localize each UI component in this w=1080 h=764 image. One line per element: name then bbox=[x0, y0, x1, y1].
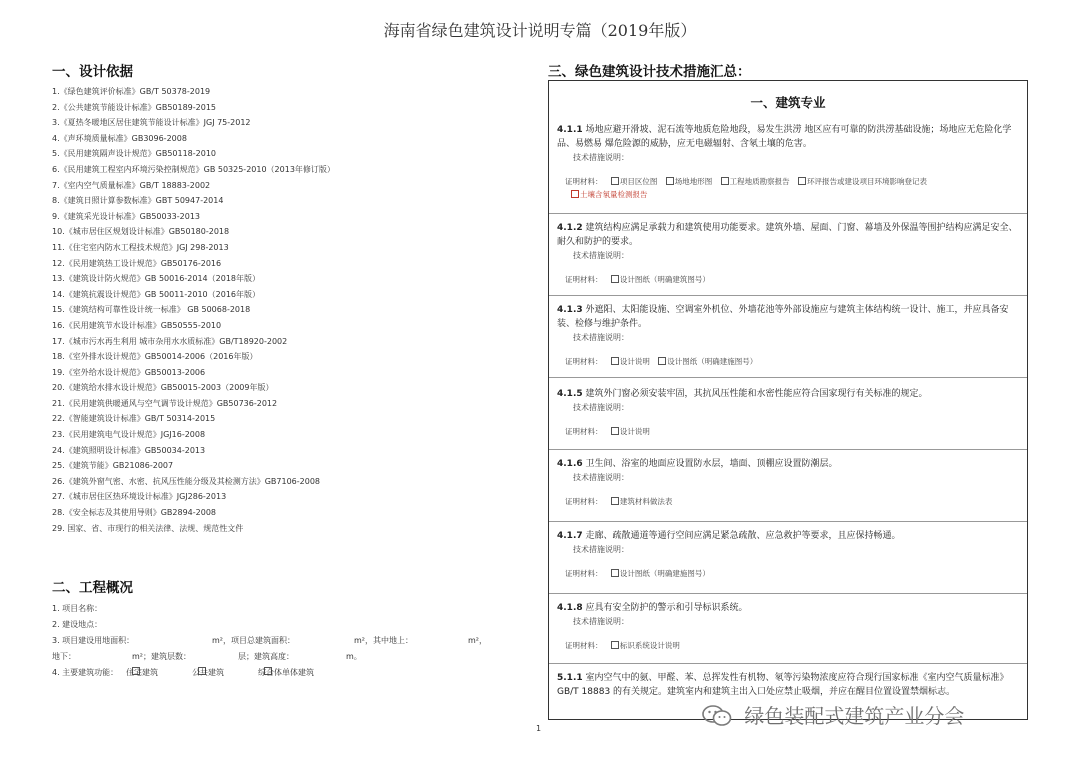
evidence-option[interactable]: 标识系统设计说明 bbox=[605, 641, 680, 650]
evidence-label: 证明材料： bbox=[565, 569, 603, 578]
evidence-option[interactable]: 设计说明 bbox=[605, 427, 650, 436]
list-item: 26.《建筑外窗气密、水密、抗风压性能分级及其检测方法》GB7106-2008 bbox=[52, 476, 321, 486]
measure-item bbox=[557, 457, 1023, 508]
measure-note-label: 技术措施说明： bbox=[573, 545, 629, 554]
document-title: 海南省绿色建筑设计说明专篇（2019年版） bbox=[383, 21, 697, 40]
measure-note-label: 技术措施说明： bbox=[573, 153, 629, 162]
list-item: 27.《城市居住区热环境设计标准》JGJ286-2013 bbox=[52, 492, 227, 502]
list-item: 4.《声环境质量标准》GB3096-2008 bbox=[52, 133, 187, 143]
list-item: 19.《室外给水设计规范》GB50013-2006 bbox=[52, 367, 206, 377]
measure-code: 4.1.7 bbox=[557, 531, 583, 541]
measure-code: 4.1.1 bbox=[557, 125, 583, 135]
evidence-label: 证明材料： bbox=[565, 357, 603, 366]
land-area-label: 3. 项目建设用地面积： bbox=[52, 636, 135, 645]
checkbox-icon bbox=[798, 177, 806, 185]
checkbox-icon bbox=[571, 190, 579, 198]
measure-note-label: 技术措施说明： bbox=[573, 617, 629, 626]
wechat-icon bbox=[702, 705, 732, 727]
list-item: 2.《公共建筑节能设计标准》GB50189-2015 bbox=[52, 102, 217, 112]
evidence-option[interactable]: 环评报告或建设项目环境影响登记表 bbox=[792, 177, 927, 186]
section1-heading: 一、设计依据 bbox=[52, 64, 133, 80]
underground-label: 地下： bbox=[52, 652, 76, 661]
measure-code: 4.1.3 bbox=[557, 305, 583, 315]
measure-code: 4.1.6 bbox=[557, 459, 583, 469]
height-label: 层；建筑高度： bbox=[238, 652, 294, 661]
evidence-row bbox=[557, 425, 1023, 438]
standards-list bbox=[52, 84, 522, 536]
measure-item bbox=[557, 221, 1023, 286]
measure-item bbox=[557, 303, 1023, 368]
section3-heading: 三、绿色建筑设计技术措施汇总： bbox=[548, 64, 751, 80]
evidence-label: 证明材料： bbox=[565, 275, 603, 284]
divider bbox=[549, 377, 1027, 378]
divider bbox=[549, 213, 1027, 214]
aboveground-unit: m²， bbox=[468, 636, 487, 645]
watermark-text: 绿色装配式建筑产业分会 bbox=[744, 704, 965, 728]
measure-item bbox=[557, 671, 1023, 699]
section2-heading: 二、工程概况 bbox=[52, 580, 133, 596]
checkbox-icon bbox=[611, 357, 619, 365]
evidence-row bbox=[557, 355, 1023, 368]
project-overview: 1. 项目名称： 2. 建设地点： 3. 项目建设用地面积： m²，项目总建筑面积： m²，其中地上： m²， 地下： m²；建筑层数： 层；建筑高度： m。 4. 主要建筑功能： 住宅建筑 公共建筑 综合体单体建筑 bbox=[52, 604, 487, 677]
evidence-option[interactable]: 建筑材料做法表 bbox=[605, 497, 673, 506]
list-item: 14.《建筑抗震设计规范》GB 50011-2010（2016年版） bbox=[52, 289, 261, 299]
evidence-label: 证明材料： bbox=[565, 177, 603, 186]
evidence-row bbox=[557, 495, 1023, 508]
list-item: 20.《建筑给水排水设计规范》GB50015-2003（2009年版） bbox=[52, 383, 274, 393]
measure-item bbox=[557, 601, 1023, 652]
checkbox-icon bbox=[611, 275, 619, 283]
page-number: 1 bbox=[536, 724, 542, 733]
measure-item bbox=[557, 529, 1023, 580]
list-item: 8.《建筑日照计算参数标准》GBT 50947-2014 bbox=[52, 196, 224, 206]
evidence-option[interactable]: 项目区位图 bbox=[605, 177, 658, 186]
divider bbox=[549, 593, 1027, 594]
measure-note-label: 技术措施说明： bbox=[573, 333, 629, 342]
list-item: 11.《住宅室内防水工程技术规范》JGJ 298-2013 bbox=[52, 242, 229, 252]
measure-item bbox=[557, 123, 1023, 201]
evidence-option[interactable]: 设计说明 bbox=[605, 357, 650, 366]
list-item: 3.《夏热冬暖地区居住建筑节能设计标准》JGJ 75-2012 bbox=[52, 118, 251, 128]
checkbox-icon bbox=[611, 177, 619, 185]
evidence-row bbox=[557, 273, 1023, 286]
evidence-option[interactable]: 工程地质勘察报告 bbox=[715, 177, 790, 186]
measure-text: 卫生间、浴室的地面应设置防水层，墙面、顶棚应设置防潮层。 bbox=[585, 459, 838, 469]
function-label: 4. 主要建筑功能： bbox=[52, 668, 119, 677]
measure-text: 应具有安全防护的警示和引导标识系统。 bbox=[585, 603, 748, 613]
list-item: 24.《建筑照明设计标准》GB50034-2013 bbox=[52, 445, 206, 455]
measure-code: 4.1.8 bbox=[557, 603, 583, 613]
evidence-label: 证明材料： bbox=[565, 641, 603, 650]
checkbox-icon bbox=[611, 569, 619, 577]
list-item: 7.《室内空气质量标准》GB/T 18883-2002 bbox=[52, 180, 211, 190]
list-item: 17.《城市污水再生利用 城市杂用水水质标准》GB/T18920-2002 bbox=[52, 336, 288, 346]
list-item: 9.《建筑采光设计标准》GB50033-2013 bbox=[52, 211, 201, 221]
checkbox-icon bbox=[666, 177, 674, 185]
measure-code: 4.1.2 bbox=[557, 223, 583, 233]
checkbox-icon bbox=[611, 641, 619, 649]
evidence-option-red[interactable]: 土壤含氡量检测报告 bbox=[565, 190, 648, 199]
evidence-label: 证明材料： bbox=[565, 497, 603, 506]
measure-text: 建筑结构应满足承载力和建筑使用功能要求。建筑外墙、屋面、门窗、幕墙及外保温等围护结构应满足安全、耐久和防护的要求。 bbox=[557, 223, 1018, 247]
checkbox-icon bbox=[721, 177, 729, 185]
list-item: 12.《民用建筑热工设计规范》GB50176-2016 bbox=[52, 258, 222, 268]
divider bbox=[549, 295, 1027, 296]
floors-label: m²；建筑层数： bbox=[132, 652, 191, 661]
list-item: 23.《民用建筑电气设计规范》JGJ16-2008 bbox=[52, 430, 206, 440]
checkbox-icon bbox=[611, 427, 619, 435]
evidence-option[interactable]: 场地地形图 bbox=[660, 177, 713, 186]
measure-text: 室内空气中的氨、甲醛、苯、总挥发性有机物、氡等污染物浓度应符合现行国家标准《室内空气质量标准》GB/T 18883 的有关规定。建筑室内和建筑主出入口处应禁止吸烟，并应在醒目位置设置禁烟标志。 bbox=[557, 673, 1009, 697]
evidence-option[interactable]: 设计图纸（明确建施图号） bbox=[652, 357, 757, 366]
evidence-option[interactable]: 设计图纸（明确建施图号） bbox=[605, 569, 710, 578]
list-item: 22.《智能建筑设计标准》GB/T 50314-2015 bbox=[52, 414, 216, 424]
list-item: 25.《建筑节能》GB21086-2007 bbox=[52, 461, 174, 471]
evidence-row bbox=[557, 175, 1023, 201]
measure-note-label: 技术措施说明： bbox=[573, 403, 629, 412]
evidence-row bbox=[557, 567, 1023, 580]
measure-text: 外遮阳、太阳能设施、空调室外机位、外墙花池等外部设施应与建筑主体结构统一设计、施工，并应具备安装、检修与维护条件。 bbox=[557, 305, 1009, 329]
list-item: 15.《建筑结构可靠性设计统一标准》 GB 50068-2018 bbox=[52, 305, 251, 315]
measure-code: 5.1.1 bbox=[557, 673, 583, 683]
measure-text: 走廊、疏散通道等通行空间应满足紧急疏散、应急救护等要求，且应保持畅通。 bbox=[585, 531, 901, 541]
measure-text: 建筑外门窗必须安装牢固，其抗风压性能和水密性能应符合国家现行有关标准的规定。 bbox=[585, 389, 928, 399]
evidence-row bbox=[557, 639, 1023, 652]
checkbox-icon bbox=[611, 497, 619, 505]
project-name-label: 1. 项目名称： bbox=[52, 604, 103, 613]
box-title: 一、建筑专业 bbox=[750, 95, 826, 110]
total-area-label: m²，项目总建筑面积： bbox=[212, 636, 295, 645]
divider bbox=[549, 663, 1027, 664]
measures-table bbox=[548, 80, 1028, 720]
measure-note-label: 技术措施说明： bbox=[573, 473, 629, 482]
list-item: 10.《城市居住区规划设计标准》GB50180-2018 bbox=[52, 227, 230, 237]
list-item: 29. 国家、省、市现行的相关法律、法规、规范性文件 bbox=[52, 523, 244, 533]
location-label: 2. 建设地点： bbox=[52, 620, 103, 629]
list-item: 5.《民用建筑隔声设计规范》GB50118-2010 bbox=[52, 149, 217, 159]
list-item: 16.《民用建筑节水设计标准》GB50555-2010 bbox=[52, 320, 222, 330]
evidence-label: 证明材料： bbox=[565, 427, 603, 436]
evidence-option[interactable]: 设计图纸（明确建筑图号） bbox=[605, 275, 710, 284]
checkbox-icon bbox=[658, 357, 666, 365]
measure-code: 4.1.5 bbox=[557, 389, 583, 399]
list-item: 21.《民用建筑供暖通风与空气调节设计规范》GB50736-2012 bbox=[52, 398, 278, 408]
list-item: 13.《建筑设计防火规范》GB 50016-2014（2018年版） bbox=[52, 274, 261, 284]
list-item: 18.《室外排水设计规范》GB50014-2006（2016年版） bbox=[52, 352, 258, 362]
list-item: 28.《安全标志及其使用导则》GB2894-2008 bbox=[52, 508, 217, 518]
divider bbox=[549, 521, 1027, 522]
divider bbox=[549, 449, 1027, 450]
list-item: 1.《绿色建筑评价标准》GB/T 50378-2019 bbox=[52, 87, 211, 96]
height-unit: m。 bbox=[346, 652, 362, 661]
watermark bbox=[702, 700, 964, 729]
measure-item bbox=[557, 387, 1023, 438]
list-item: 6.《民用建筑工程室内环境污染控制规范》GB 50325-2010（2013年修订版） bbox=[52, 164, 335, 174]
aboveground-label: m²，其中地上： bbox=[354, 636, 413, 645]
measure-text: 场地应避开滑坡、泥石流等地质危险地段，易发生洪涝 地区应有可靠的防洪涝基础设施；场地应无危险化学品、易燃易 爆危险源的威胁，应无电磁辐射、含氡土壤的危害。 bbox=[557, 125, 1012, 149]
measure-note-label: 技术措施说明： bbox=[573, 251, 629, 260]
